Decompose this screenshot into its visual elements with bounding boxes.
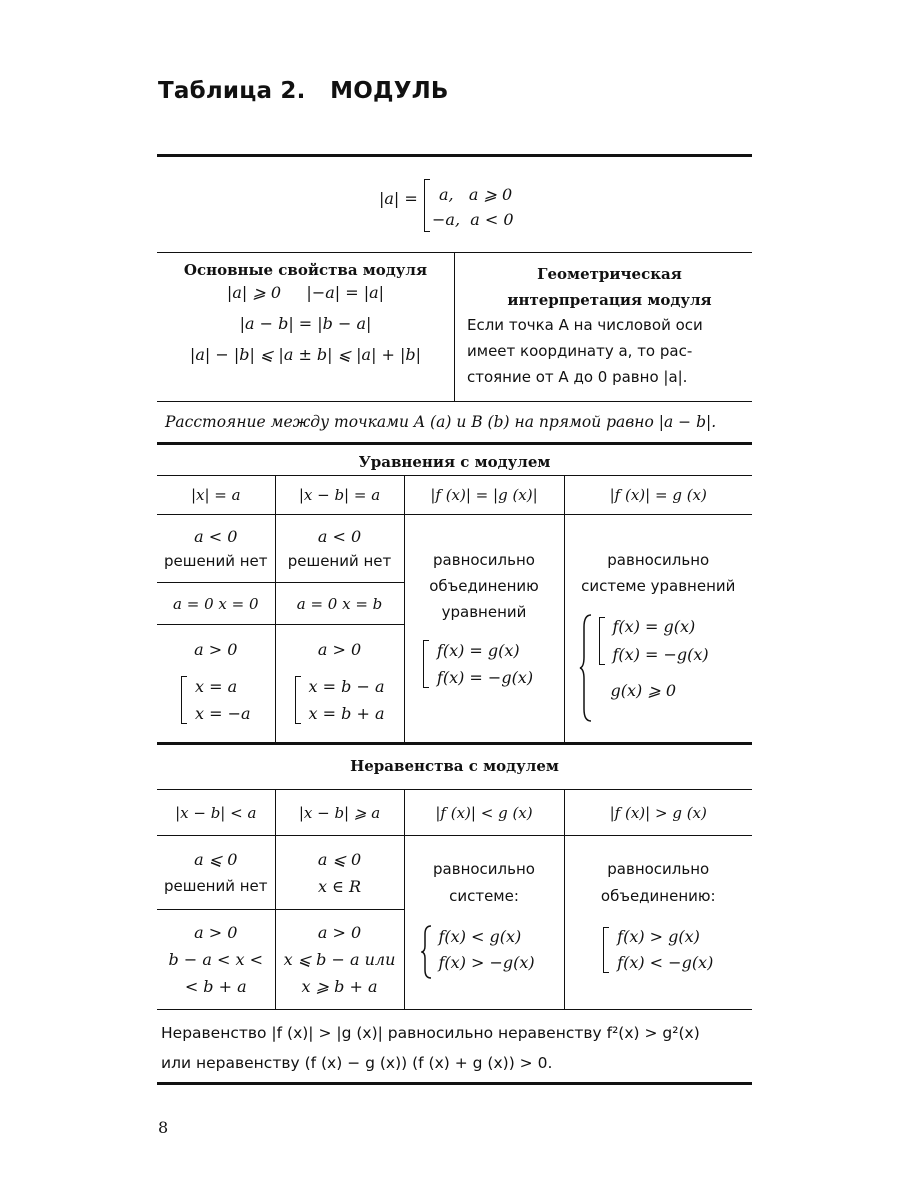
union-bracket bbox=[295, 676, 301, 724]
eq-c4-r3: g(x) ⩾ 0 bbox=[610, 681, 677, 700]
ineq-c1-c: a > 0 bbox=[194, 923, 238, 942]
union-bracket bbox=[181, 676, 187, 724]
bottom-rule bbox=[157, 1082, 752, 1085]
eq-header-1: |x| = a bbox=[157, 476, 275, 515]
ineq-c4-r1: f(x) > g(x) bbox=[617, 927, 700, 946]
definition-case-2: −a, a < 0 bbox=[432, 210, 514, 229]
eq-c1-r1: x = a bbox=[194, 677, 238, 696]
eq-c1-zero: a = 0 x = 0 bbox=[157, 583, 275, 625]
property-line-2: |a − b| = |b − a| bbox=[239, 314, 372, 333]
basic-properties bbox=[157, 253, 455, 401]
eq-c4-cell bbox=[564, 515, 752, 743]
ineq-c4-t1: равносильно bbox=[607, 860, 710, 878]
ineq-c1-a: a ⩽ 0 bbox=[194, 850, 238, 869]
properties-block bbox=[157, 253, 752, 401]
eq-c3-union bbox=[423, 637, 533, 691]
definition-lhs: |a| = bbox=[379, 189, 418, 208]
ineq-c4-t2: объединению: bbox=[600, 887, 716, 905]
eq-header-2: |x − b| = a bbox=[275, 476, 404, 515]
ineq-c1-d: b − a < x < bbox=[168, 950, 263, 969]
eq-c3-r2: f(x) = −g(x) bbox=[436, 668, 534, 687]
eq-c2-union bbox=[295, 673, 385, 727]
geometry-line-1: Если точка A на числовой оси bbox=[467, 316, 703, 334]
page-title: Таблица 2. МОДУЛЬ bbox=[158, 78, 449, 104]
eq-header-4: |f (x)| = g (x) bbox=[564, 476, 752, 515]
eq-c1-negative bbox=[157, 515, 275, 583]
eq-header-3: |f (x)| = |g (x)| bbox=[404, 476, 564, 515]
geometry-line-2: имеет координату a, то рас- bbox=[467, 342, 693, 360]
eq-c1-r2: x = −a bbox=[194, 704, 251, 723]
inequalities-table bbox=[157, 789, 752, 1010]
eq-c4-r1: f(x) = g(x) bbox=[612, 617, 696, 636]
definition-bracket bbox=[424, 179, 430, 232]
eq-c2-positive bbox=[275, 625, 404, 743]
ineq-header-4: |f (x)| > g (x) bbox=[564, 790, 752, 836]
system-brace bbox=[579, 613, 593, 723]
module-definition bbox=[157, 157, 752, 252]
eq-c1-neg: a < 0 bbox=[194, 527, 238, 546]
eq-c4-system bbox=[579, 613, 753, 723]
eq-c1-pos: a > 0 bbox=[194, 640, 238, 659]
eq-c1-union bbox=[181, 673, 251, 727]
eq-c3-r1: f(x) = g(x) bbox=[436, 641, 520, 660]
eq-c4-r2: f(x) = −g(x) bbox=[612, 645, 709, 664]
ineq-c3-r1: f(x) < g(x) bbox=[438, 927, 522, 946]
geometry-header-2: интерпретация модуля bbox=[507, 291, 712, 309]
equations-title: Уравнения с модулем bbox=[358, 453, 551, 471]
module-table bbox=[157, 154, 752, 1085]
ineq-header-3: |f (x)| < g (x) bbox=[404, 790, 564, 836]
property-line-1: |a| ⩾ 0 |−a| = |a| bbox=[226, 283, 385, 302]
ineq-header-1: |x − b| < a bbox=[157, 790, 275, 836]
definition-case-1: a, a ⩾ 0 bbox=[439, 185, 513, 204]
eq-c3-cell bbox=[404, 515, 564, 743]
ineq-c2-b: x ∈ R bbox=[317, 876, 362, 896]
inequalities-title: Неравенства с модулем bbox=[350, 757, 559, 775]
geometry-header-1: Геометрическая bbox=[537, 265, 682, 283]
footer-note bbox=[157, 1010, 752, 1082]
eq-c2-neg: a < 0 bbox=[317, 527, 362, 546]
footer-line-2: или неравенству (f (x) − g (x)) (f (x) + g (x)) > 0. bbox=[161, 1054, 553, 1072]
ineq-c4-r2: f(x) < −g(x) bbox=[617, 953, 714, 972]
eq-c2-none: решений нет bbox=[287, 552, 392, 570]
property-line-3: |a| − |b| ⩽ |a ± b| ⩽ |a| + |b| bbox=[189, 345, 422, 364]
eq-c3-t3: уравнений bbox=[441, 603, 527, 621]
eq-c2-zero: a = 0 x = b bbox=[275, 583, 404, 625]
union-bracket bbox=[603, 927, 609, 973]
eq-c3-t1: равносильно bbox=[433, 551, 535, 569]
geometry-line-3: стояние от A до 0 равно |a|. bbox=[467, 368, 688, 386]
eq-c2-pos: a > 0 bbox=[317, 640, 362, 659]
ineq-c3-t2: системе: bbox=[449, 887, 519, 905]
eq-c2-negative bbox=[275, 515, 404, 583]
footer-line-1: Неравенство |f (x)| > |g (x)| равносильно неравенству f²(x) > g²(x) bbox=[161, 1024, 700, 1042]
ineq-c2-d: x ⩽ b − a или bbox=[283, 950, 396, 969]
ineq-c1-b: решений нет bbox=[163, 877, 268, 895]
ineq-c1-positive bbox=[157, 910, 275, 1010]
geometric-interpretation bbox=[455, 253, 752, 401]
ineq-c2-positive bbox=[275, 910, 404, 1010]
ineq-c2-a: a ⩽ 0 bbox=[317, 849, 362, 869]
union-bracket bbox=[423, 640, 429, 688]
ineq-c3-cell bbox=[404, 836, 564, 1010]
ineq-c4-union bbox=[603, 924, 713, 976]
ineq-c3-t1: равносильно bbox=[433, 860, 535, 878]
ineq-c2-nonpositive bbox=[275, 836, 404, 910]
ineq-c3-r2: f(x) > −g(x) bbox=[438, 953, 535, 972]
ineq-c3-system bbox=[421, 924, 564, 980]
ineq-c2-c: a > 0 bbox=[317, 923, 362, 942]
page-number: 8 bbox=[158, 1118, 169, 1137]
ineq-header-2: |x − b| ⩾ a bbox=[275, 790, 404, 836]
inner-bracket bbox=[599, 617, 605, 665]
eq-c4-t2: системе уравнений bbox=[581, 577, 736, 595]
equations-table bbox=[157, 475, 752, 743]
ineq-c4-cell bbox=[564, 836, 752, 1010]
system-brace bbox=[421, 924, 433, 980]
eq-c3-t2: объединению bbox=[429, 577, 539, 595]
ineq-c2-e: x ⩾ b + a bbox=[301, 977, 378, 996]
eq-c2-r2: x = b + a bbox=[308, 704, 385, 723]
eq-c1-positive bbox=[157, 625, 275, 743]
eq-c1-none: решений нет bbox=[163, 552, 268, 570]
eq-c4-t1: равносильно bbox=[607, 551, 710, 569]
properties-header: Основные свойства модуля bbox=[183, 261, 428, 279]
ineq-c1-e: < b + a bbox=[184, 977, 247, 996]
ineq-c1-nonpositive bbox=[157, 836, 275, 910]
distance-statement: Расстояние между точками A (a) и B (b) на прямой равно |a − b|. bbox=[165, 413, 717, 431]
eq-c2-r1: x = b − a bbox=[308, 677, 385, 696]
